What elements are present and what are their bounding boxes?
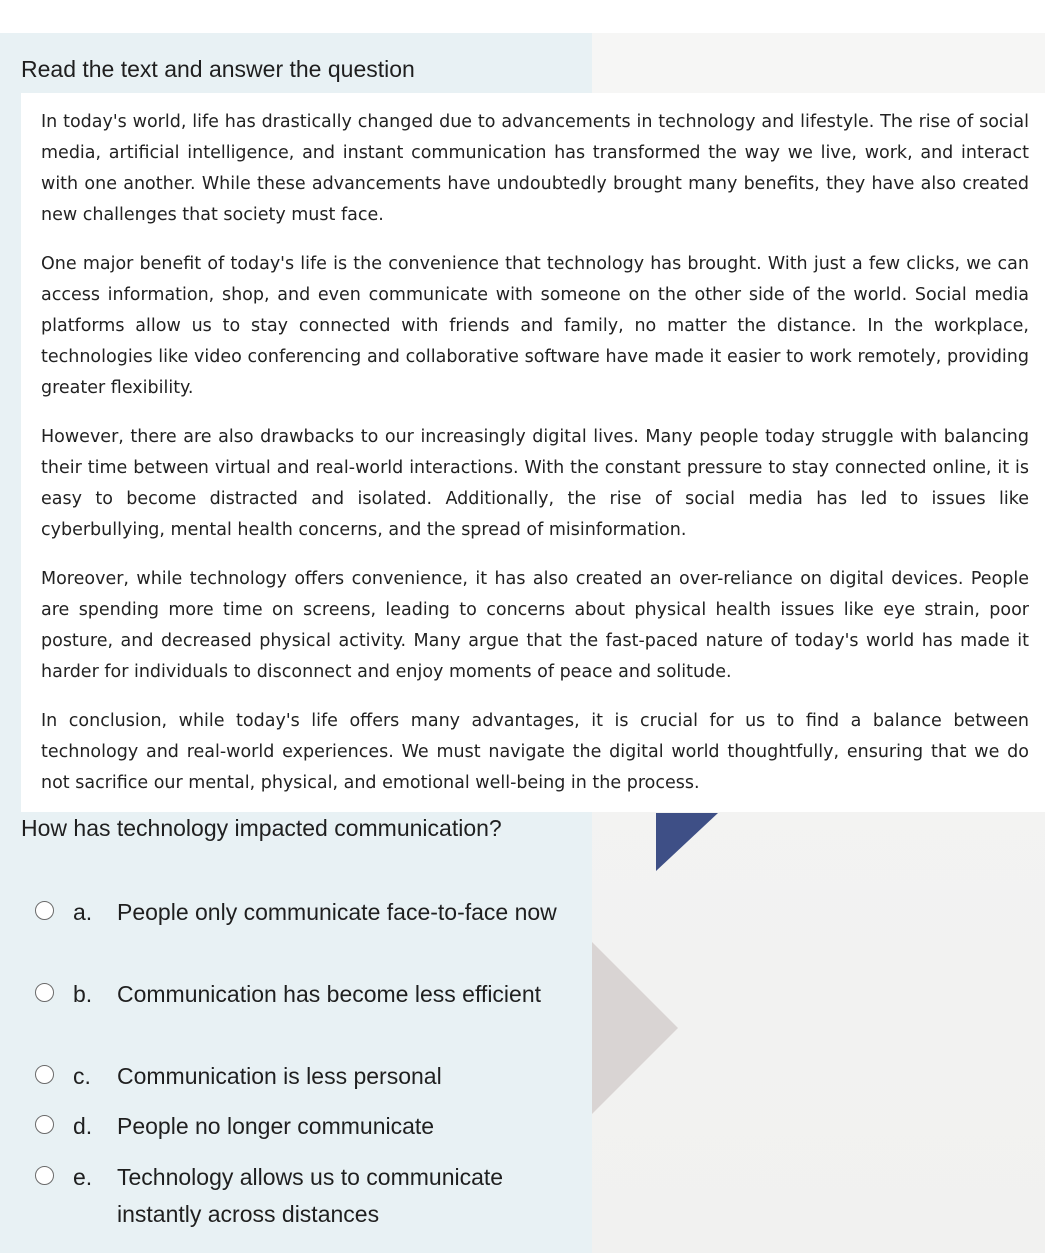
option-letter: c. — [73, 1063, 91, 1089]
passage-paragraph-2: One major benefit of today's life is the convenience that technology has brought. With just a few clicks, we can access information, shop, and even communicate with someone on the other side of the world. Social media platforms allow us to stay connected with friends and family, no matter the distance. In the workplace, technologies like video conferencing and collaborative software have made it easier to work remotely, providing greater flexibility. — [41, 254, 1029, 398]
option-label: People no longer communicate — [117, 1113, 435, 1139]
radio-button-icon[interactable] — [35, 1166, 54, 1185]
passage-paragraph-3: However, there are also drawbacks to our increasingly digital lives. Many people today struggle with balancing their time between virtual and real-world interactions. With the constant pressure to stay connected online, it is easy to become distracted and isolated. Additionally, the rise of social media has led to issues like cyberbullying, mental health concerns, and the spread of misinformation. — [41, 427, 1029, 540]
option-label: Communication has become less efficient — [117, 981, 542, 1007]
radio-button-icon[interactable] — [35, 901, 54, 920]
passage-paragraph-4: Moreover, while technology offers convenience, it has also created an over-reliance on digital devices. People are spending more time on screens, leading to concerns about physical health issues like eye strain, poor posture, and decreased physical activity. Many argue that the fast-paced nature of today's world has made it harder for individuals to disconnect and enjoy moments of peace and solitude. — [41, 569, 1029, 682]
reading-passage — [21, 93, 1045, 812]
option-letter: e. — [73, 1164, 93, 1190]
radio-button-icon[interactable] — [35, 983, 54, 1002]
option-label: People only communicate face-to-face now — [117, 899, 557, 925]
question-text: How has technology impacted communication? — [21, 815, 502, 841]
passage-paragraph-5: In conclusion, while today's life offers many advantages, it is crucial for us to find a balance between technology and real-world experiences. We must navigate the digital world thoughtfully, ensuring that we do not sacrifice our mental, physical, and emotional well-being in the process. — [41, 711, 1029, 793]
decorative-triangle-gray — [592, 942, 678, 1114]
instruction-heading: Read the text and answer the question — [21, 56, 415, 82]
option-label: Communication is less personal — [117, 1063, 442, 1089]
option-letter: b. — [73, 981, 93, 1007]
option-letter: d. — [73, 1113, 93, 1139]
decorative-triangle-blue — [656, 813, 718, 871]
radio-button-icon[interactable] — [35, 1115, 54, 1134]
top-band — [0, 0, 1045, 33]
passage-paragraph-1: In today's world, life has drastically changed due to advancements in technology and lifestyle. The rise of social media, artificial intelligence, and instant communication has transformed the way we live, work, and interact with one another. While these advancements have undoubtedly brought many benefits, they have also created new challenges that society must face. — [41, 112, 1029, 225]
radio-button-icon[interactable] — [35, 1065, 54, 1084]
option-letter: a. — [73, 899, 93, 925]
option-label: Technology allows us to communicate instantly across distances — [117, 1164, 504, 1227]
